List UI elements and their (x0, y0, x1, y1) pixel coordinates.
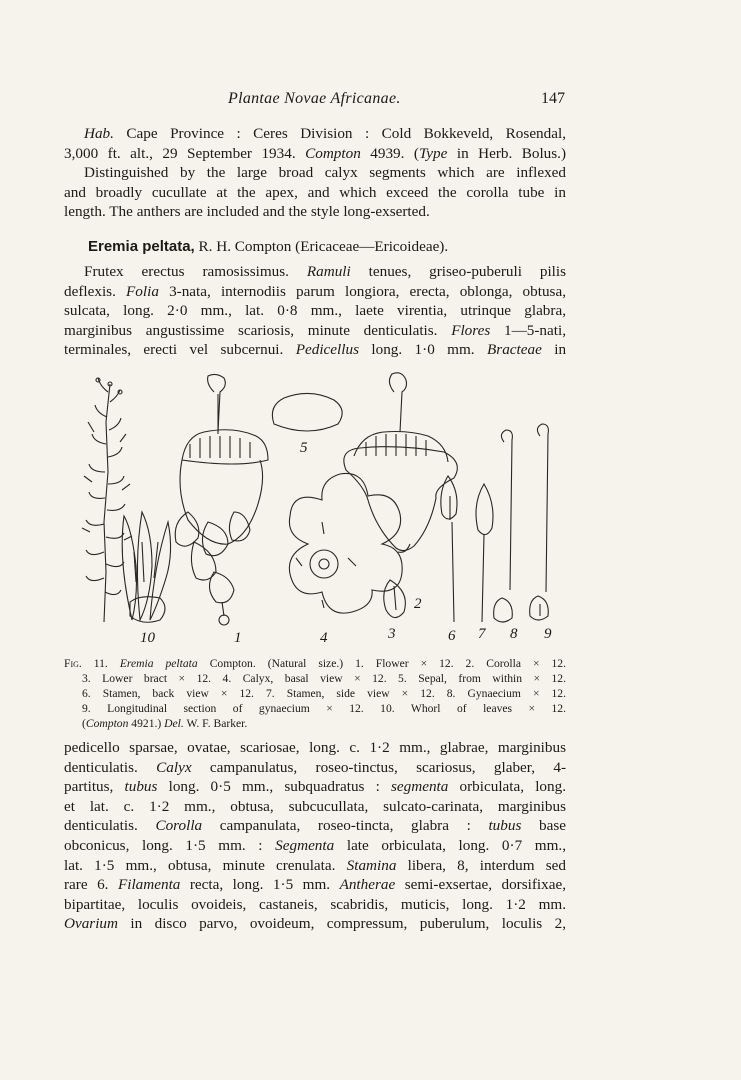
stamen-back-view-drawing (441, 476, 457, 622)
species-name: Eremia peltata, (88, 238, 195, 255)
text-line: Ovarium in disco parvo, ovoideum, compressum, puberulum, loculis 2, (64, 915, 567, 933)
stamen-side-view-drawing (476, 484, 493, 622)
gynaecium-section-drawing (530, 424, 549, 620)
caption-line: Fig. 11. Eremia peltata Compton. (Natural size.) 1. Flower × 12. 2. Corolla × 12. (64, 657, 566, 670)
description-bottom (64, 738, 566, 934)
corolla-drawing (344, 373, 457, 552)
gynaecium-drawing (494, 430, 513, 622)
text-line: marginibus angustissime scariosis, minute denticulatis. Flores 1—5-nati, (64, 321, 567, 339)
species-authority: R. H. Compton (Ericaceae—Ericoideae). (198, 238, 449, 255)
text-line: rare 6. Filamenta recta, long. 1·5 mm. Antherae semi-exsertae, dorsifixae, (64, 876, 567, 894)
text-line: Distinguished by the large broad calyx segments which are inflexed (84, 164, 566, 182)
leafy-shoot-drawing (82, 378, 132, 622)
page-number: 147 (541, 90, 565, 107)
leaf-whorl-drawing (122, 512, 170, 622)
text-line: lat. 1·5 mm., obtusa, minute crenulata. Stamina libera, 8, interdum sed (64, 856, 566, 874)
text-line: et lat. c. 1·2 mm., obtusa, subcucullata, sulcato-carinata, marginibus (64, 797, 566, 815)
caption-line: 6. Stamen, back view × 12. 7. Stamen, side view × 12. 8. Gynaecium × 12. (82, 687, 566, 700)
text-line: denticulatis. Corolla campanulata, roseo-tincta, glabra : tubus base (64, 817, 566, 835)
botanical-illustration (64, 372, 584, 652)
flower-drawing (175, 374, 268, 625)
text-line: Hab. Cape Province : Ceres Division : Cold Bokkeveld, Rosendal, (84, 125, 567, 142)
figure-label: 5 (300, 440, 308, 456)
text-line: length. The anthers are included and the style long-exserted. (64, 203, 430, 221)
caption-line: 3. Lower bract × 12. 4. Calyx, basal view × 12. 5. Sepal, from within × 12. (82, 672, 566, 685)
text-line: pedicello sparsae, ovatae, scariosae, long. c. 1·2 mm., glabrae, marginibus (64, 739, 566, 756)
text-line: denticulatis. Calyx campanulatus, roseo-tinctus, scariosus, glaber, 4- (64, 758, 567, 776)
lower-bract-drawing (384, 580, 406, 618)
calyx-basal-view-drawing (289, 473, 402, 613)
sepal-drawing (272, 393, 342, 431)
running-title: Plantae Novae Africanae. (228, 90, 401, 107)
figure-label: 3 (388, 626, 396, 642)
caption-line: (Compton 4921.) Del. W. F. Barker. (82, 717, 248, 730)
text-line: obconicus, long. 1·5 mm. : Segmenta late orbiculata, long. 0·7 mm., (64, 836, 567, 854)
caption-line: 9. Longitudinal section of gynaecium × 12. 10. Whorl of leaves × 12. (82, 702, 566, 715)
figure-label: 2 (414, 596, 422, 612)
text-line: bipartitae, loculis ovoideis, castaneis, scabridis, muticis, long. 1·2 mm. (64, 895, 566, 913)
habitat-paragraph (64, 124, 566, 222)
figure-label: 9 (544, 626, 552, 642)
text-line: terminales, erecti vel subcernui. Pedicellus long. 1·0 mm. Bracteae in (64, 341, 567, 359)
running-head (0, 90, 741, 114)
text-line: and broadly cucullate at the apex, and which exceed the corolla tube in (64, 183, 566, 201)
figure-label: 8 (510, 626, 518, 642)
figure-label: 4 (320, 630, 328, 646)
text-line: partitus, tubus long. 0·5 mm., subquadratus : segmenta orbiculata, long. (64, 778, 567, 796)
text-line: deflexis. Folia 3-nata, internodiis parum longiora, erecta, oblonga, obtusa, (64, 282, 566, 300)
figure-label: 1 (234, 630, 242, 646)
text-line: sulcata, long. 2·0 mm., lat. 0·8 mm., laete virentia, utrinque glabra, (64, 302, 566, 320)
text-line: Frutex erectus ramosissimus. Ramuli tenues, griseo-puberuli pilis (84, 263, 567, 280)
figure-label: 7 (478, 626, 486, 642)
figure-label: 6 (448, 628, 456, 644)
text-line: 3,000 ft. alt., 29 September 1934. Compton 4939. (Type in Herb. Bolus.) (64, 144, 567, 162)
figure-caption (64, 656, 566, 731)
species-heading (88, 238, 448, 256)
description-top (64, 262, 566, 360)
figure-label: 10 (140, 630, 155, 646)
